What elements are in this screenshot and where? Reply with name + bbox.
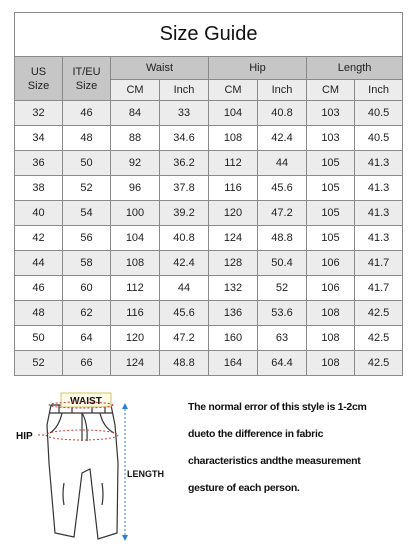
length-arrow-bottom	[122, 535, 128, 541]
iteu-size-cell: 58	[63, 251, 111, 276]
waist-inch-cell: 37.8	[160, 176, 209, 201]
length-header: Length	[307, 57, 403, 80]
waist-cm-cell: 112	[111, 276, 160, 301]
us-size-cell: 40	[15, 201, 63, 226]
waist-inch-cell: 47.2	[160, 326, 209, 351]
hip-inch-cell: 64.4	[258, 351, 307, 376]
waist-cm-cell: 100	[111, 201, 160, 226]
hip-inch-cell: 44	[258, 151, 307, 176]
waist-inch-cell: 45.6	[160, 301, 209, 326]
hip-cm-cell: 132	[209, 276, 258, 301]
hip-inch-cell: 42.4	[258, 126, 307, 151]
length-cm-cell: 108	[307, 351, 355, 376]
us-size-cell: 34	[15, 126, 63, 151]
length-arrow-top	[122, 403, 128, 409]
waist-label: WAIST	[70, 396, 102, 407]
length-inch-header: Inch	[355, 80, 403, 101]
iteu-size-header	[63, 57, 111, 101]
iteu-size-cell: 66	[63, 351, 111, 376]
hip-inch-cell: 52	[258, 276, 307, 301]
hip-inch-cell: 53.6	[258, 301, 307, 326]
table-row	[15, 126, 403, 151]
us-size-cell: 36	[15, 151, 63, 176]
hip-cm-cell: 112	[209, 151, 258, 176]
note-line-2: dueto the difference in fabric	[188, 428, 324, 440]
waist-inch-cell: 40.8	[160, 226, 209, 251]
waist-inch-header: Inch	[160, 80, 209, 101]
pants-outline	[47, 405, 118, 539]
us-size-header	[15, 57, 63, 101]
length-inch-cell: 42.5	[355, 351, 403, 376]
table-row	[15, 151, 403, 176]
table-row	[15, 326, 403, 351]
iteu-size-header-line2: Size	[75, 79, 98, 92]
iteu-size-cell: 54	[63, 201, 111, 226]
waist-cm-cell: 116	[111, 301, 160, 326]
length-inch-cell: 40.5	[355, 126, 403, 151]
hip-cm-cell: 108	[209, 126, 258, 151]
pants-illustration	[14, 383, 174, 548]
length-inch-cell: 41.7	[355, 251, 403, 276]
length-inch-cell: 41.3	[355, 226, 403, 251]
waist-cm-cell: 92	[111, 151, 160, 176]
length-cm-cell: 108	[307, 326, 355, 351]
hip-inch-header: Inch	[258, 80, 307, 101]
waist-inch-cell: 33	[160, 101, 209, 126]
hip-inch-cell: 47.2	[258, 201, 307, 226]
waist-cm-cell: 96	[111, 176, 160, 201]
us-size-cell: 44	[15, 251, 63, 276]
waist-inch-cell: 36.2	[160, 151, 209, 176]
us-size-cell: 46	[15, 276, 63, 301]
iteu-size-cell: 50	[63, 151, 111, 176]
length-inch-cell: 42.5	[355, 326, 403, 351]
length-cm-cell: 106	[307, 276, 355, 301]
note-line-3: characteristics andthe measurement	[188, 455, 361, 467]
waist-inch-cell: 42.4	[160, 251, 209, 276]
hip-cm-header: CM	[209, 80, 258, 101]
table-row	[15, 201, 403, 226]
waist-inch-cell: 34.6	[160, 126, 209, 151]
length-cm-cell: 103	[307, 126, 355, 151]
length-cm-cell: 105	[307, 176, 355, 201]
hip-header: Hip	[209, 57, 307, 80]
length-cm-header: CM	[307, 80, 355, 101]
table-row	[15, 276, 403, 301]
table-row	[15, 226, 403, 251]
table-row	[15, 301, 403, 326]
waist-inch-cell: 44	[160, 276, 209, 301]
table-row	[15, 351, 403, 376]
hip-cm-cell: 128	[209, 251, 258, 276]
hip-cm-cell: 116	[209, 176, 258, 201]
length-cm-cell: 105	[307, 226, 355, 251]
length-inch-cell: 42.5	[355, 301, 403, 326]
length-inch-cell: 40.5	[355, 101, 403, 126]
table-row	[15, 251, 403, 276]
note-line-4: gesture of each person.	[188, 482, 300, 494]
iteu-size-header-line1: IT/EU	[72, 65, 101, 78]
length-inch-cell: 41.3	[355, 151, 403, 176]
waist-cm-cell: 120	[111, 326, 160, 351]
hip-cm-cell: 160	[209, 326, 258, 351]
length-cm-cell: 105	[307, 151, 355, 176]
iteu-size-cell: 48	[63, 126, 111, 151]
hip-inch-cell: 40.8	[258, 101, 307, 126]
size-guide-table	[14, 12, 403, 376]
us-size-cell: 50	[15, 326, 63, 351]
length-cm-cell: 105	[307, 201, 355, 226]
iteu-size-cell: 62	[63, 301, 111, 326]
length-inch-cell: 41.3	[355, 176, 403, 201]
pants-diagram	[14, 383, 174, 548]
us-size-cell: 42	[15, 226, 63, 251]
hip-cm-cell: 124	[209, 226, 258, 251]
waist-header: Waist	[111, 57, 209, 80]
iteu-size-cell: 52	[63, 176, 111, 201]
length-cm-cell: 106	[307, 251, 355, 276]
waist-cm-cell: 104	[111, 226, 160, 251]
hip-label: HIP	[16, 431, 33, 442]
waist-inch-cell: 39.2	[160, 201, 209, 226]
us-size-cell: 52	[15, 351, 63, 376]
length-inch-cell: 41.3	[355, 201, 403, 226]
hip-cm-cell: 104	[209, 101, 258, 126]
size-guide-table-wrapper	[14, 12, 402, 376]
waist-cm-cell: 108	[111, 251, 160, 276]
iteu-size-cell: 60	[63, 276, 111, 301]
waist-cm-header: CM	[111, 80, 160, 101]
note-line-1: The normal error of this style is 1-2cm	[188, 401, 367, 413]
hip-inch-cell: 48.8	[258, 226, 307, 251]
us-size-cell: 32	[15, 101, 63, 126]
hip-inch-cell: 63	[258, 326, 307, 351]
table-title: Size Guide	[15, 13, 403, 57]
table-row	[15, 101, 403, 126]
length-cm-cell: 103	[307, 101, 355, 126]
waist-cm-cell: 88	[111, 126, 160, 151]
iteu-size-cell: 64	[63, 326, 111, 351]
hip-inch-cell: 50.4	[258, 251, 307, 276]
waist-cm-cell: 124	[111, 351, 160, 376]
size-table-body	[15, 101, 403, 376]
hip-cm-cell: 164	[209, 351, 258, 376]
us-size-header-line2: Size	[27, 79, 50, 92]
iteu-size-cell: 56	[63, 226, 111, 251]
length-cm-cell: 108	[307, 301, 355, 326]
length-label: LENGTH	[127, 469, 164, 479]
table-row	[15, 176, 403, 201]
hip-inch-cell: 45.6	[258, 176, 307, 201]
us-size-cell: 38	[15, 176, 63, 201]
waist-inch-cell: 48.8	[160, 351, 209, 376]
hip-cm-cell: 136	[209, 301, 258, 326]
length-inch-cell: 41.7	[355, 276, 403, 301]
us-size-header-line1: US	[30, 65, 47, 78]
hip-cm-cell: 120	[209, 201, 258, 226]
measurement-note	[188, 400, 410, 508]
iteu-size-cell: 46	[63, 101, 111, 126]
waist-cm-cell: 84	[111, 101, 160, 126]
us-size-cell: 48	[15, 301, 63, 326]
